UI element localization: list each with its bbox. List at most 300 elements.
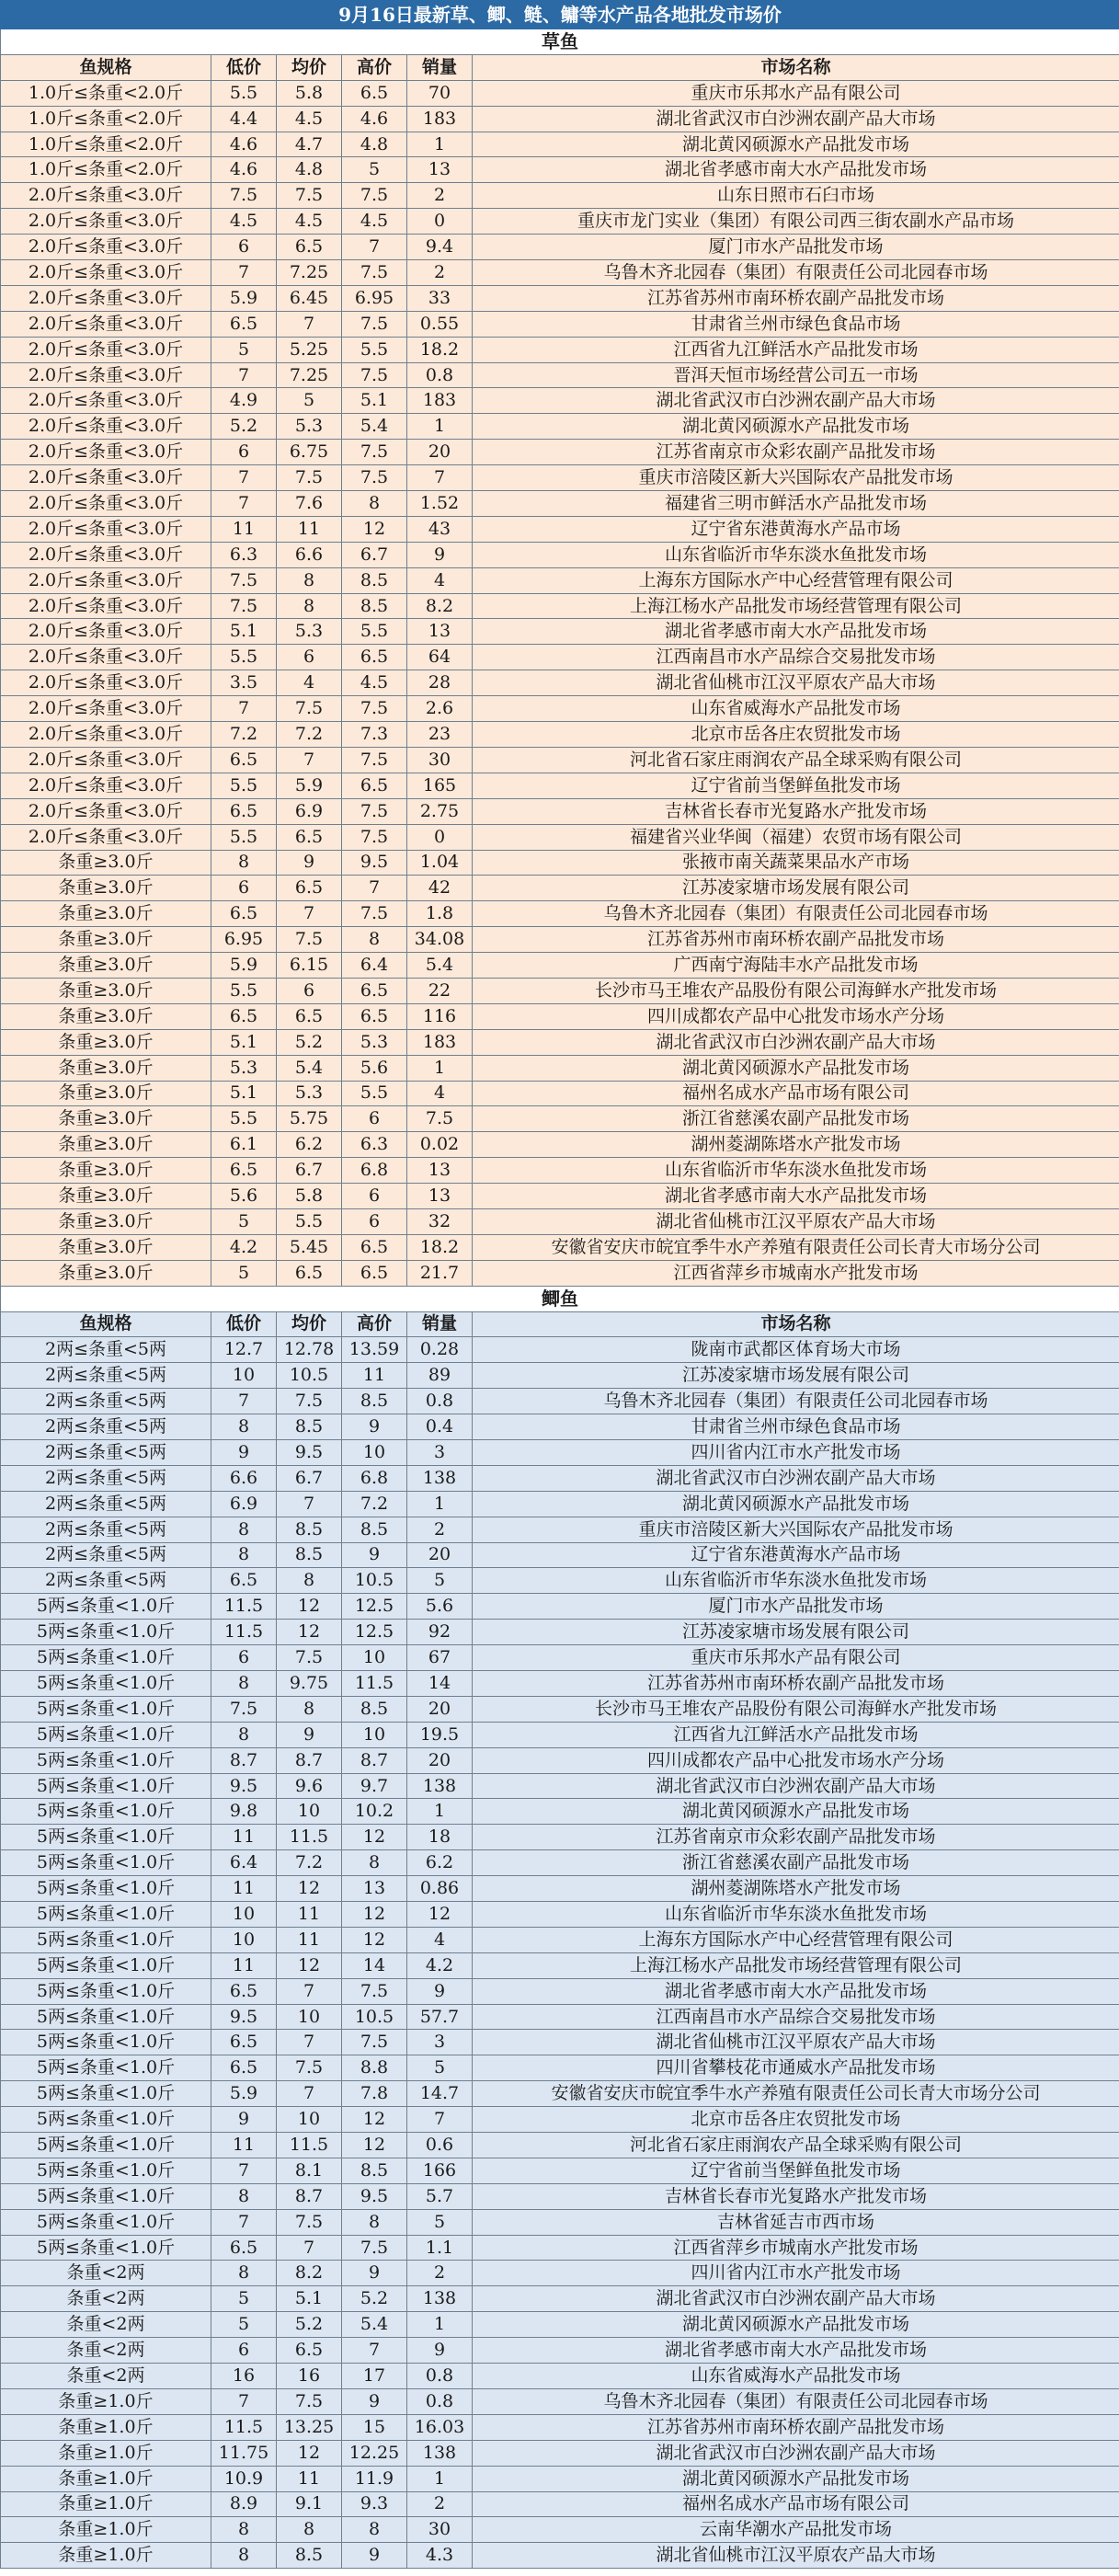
volume-cell: 1 — [407, 2312, 473, 2338]
spec-cell: 2.0斤≤条重<3.0斤 — [1, 285, 211, 311]
spec-cell: 5两≤条重<1.0斤 — [1, 1722, 211, 1747]
low-price-cell: 6 — [211, 235, 277, 260]
market-name-cell: 江苏省南京市众彩农副产品批发市场 — [473, 1825, 1119, 1850]
market-name-cell: 湖北省武汉市白沙洲农副产品大市场 — [473, 2440, 1119, 2466]
volume-cell: 5 — [407, 2055, 473, 2081]
avg-price-cell: 4 — [277, 670, 342, 696]
low-price-cell: 6.95 — [211, 927, 277, 953]
table-row — [1, 2209, 1119, 2235]
table-row — [1, 1876, 1119, 1902]
spec-cell: 2两≤条重<5两 — [1, 1363, 211, 1389]
avg-price-cell: 5.3 — [277, 619, 342, 645]
table-row — [1, 2183, 1119, 2209]
low-price-cell: 6.5 — [211, 311, 277, 337]
market-name-cell: 湖北黄冈硕源水产品批发市场 — [473, 414, 1119, 440]
spec-cell: 条重≥3.0斤 — [1, 927, 211, 953]
market-name-cell: 湖北省武汉市白沙洲农副产品大市场 — [473, 2286, 1119, 2312]
avg-price-cell: 9.1 — [277, 2491, 342, 2517]
low-price-cell: 5.1 — [211, 1029, 277, 1055]
high-price-cell: 5.5 — [342, 1081, 407, 1106]
low-price-cell: 11 — [211, 1825, 277, 1850]
spec-cell: 2.0斤≤条重<3.0斤 — [1, 388, 211, 414]
table-row — [1, 824, 1119, 850]
low-price-cell: 5 — [211, 1260, 277, 1286]
low-price-cell: 5.2 — [211, 414, 277, 440]
market-name-cell: 湖北黄冈硕源水产品批发市场 — [473, 1491, 1119, 1517]
volume-cell: 183 — [407, 1029, 473, 1055]
volume-cell: 5 — [407, 2209, 473, 2235]
spec-cell: 5两≤条重<1.0斤 — [1, 2183, 211, 2209]
table-row — [1, 2286, 1119, 2312]
volume-cell: 0.6 — [407, 2133, 473, 2158]
avg-price-cell: 6 — [277, 978, 342, 1003]
volume-cell: 42 — [407, 876, 473, 901]
avg-price-cell: 6.5 — [277, 235, 342, 260]
volume-cell: 64 — [407, 645, 473, 670]
market-name-cell: 湖北黄冈硕源水产品批发市场 — [473, 132, 1119, 157]
table-row — [1, 2030, 1119, 2055]
market-name-cell: 山东省临沂市华东淡水鱼批发市场 — [473, 1568, 1119, 1594]
header-volume: 销量 — [407, 54, 473, 80]
volume-cell: 30 — [407, 2517, 473, 2543]
volume-cell: 21.7 — [407, 1260, 473, 1286]
header-low: 低价 — [211, 54, 277, 80]
high-price-cell: 8 — [342, 1850, 407, 1876]
volume-cell: 138 — [407, 2286, 473, 2312]
low-price-cell: 6.5 — [211, 901, 277, 927]
avg-price-cell: 7.5 — [277, 2209, 342, 2235]
low-price-cell: 8 — [211, 1722, 277, 1747]
low-price-cell: 7 — [211, 2158, 277, 2183]
avg-price-cell: 6.9 — [277, 798, 342, 824]
volume-cell: 0.8 — [407, 362, 473, 388]
spec-cell: 条重≥3.0斤 — [1, 1029, 211, 1055]
market-name-cell: 辽宁省前当堡鲜鱼批发市场 — [473, 2158, 1119, 2183]
market-name-cell: 湖北省仙桃市江汉平原农产品大市场 — [473, 2543, 1119, 2569]
low-price-cell: 9.5 — [211, 1773, 277, 1799]
low-price-cell: 7 — [211, 696, 277, 722]
spec-cell: 条重≥3.0斤 — [1, 1260, 211, 1286]
table-row — [1, 311, 1119, 337]
high-price-cell: 7.2 — [342, 1491, 407, 1517]
high-price-cell: 8 — [342, 927, 407, 953]
spec-cell: 条重≥3.0斤 — [1, 1106, 211, 1132]
low-price-cell: 5.9 — [211, 285, 277, 311]
avg-price-cell: 16 — [277, 2364, 342, 2389]
spec-cell: 2.0斤≤条重<3.0斤 — [1, 722, 211, 748]
high-price-cell: 13 — [342, 1876, 407, 1902]
table-row — [1, 1158, 1119, 1184]
spec-cell: 2.0斤≤条重<3.0斤 — [1, 260, 211, 286]
market-name-cell: 江苏凌家塘市场发展有限公司 — [473, 1620, 1119, 1645]
high-price-cell: 8.5 — [342, 1696, 407, 1722]
high-price-cell: 8 — [342, 491, 407, 517]
avg-price-cell: 7.5 — [277, 696, 342, 722]
volume-cell: 0.8 — [407, 1389, 473, 1414]
spec-cell: 5两≤条重<1.0斤 — [1, 1594, 211, 1620]
low-price-cell: 6.5 — [211, 1568, 277, 1594]
market-name-cell: 湖北省武汉市白沙洲农副产品大市场 — [473, 1465, 1119, 1491]
table-row — [1, 516, 1119, 542]
low-price-cell: 10 — [211, 1363, 277, 1389]
market-name-cell: 辽宁省前当堡鲜鱼批发市场 — [473, 773, 1119, 798]
avg-price-cell: 6.5 — [277, 1260, 342, 1286]
high-price-cell: 8.8 — [342, 2055, 407, 2081]
high-price-cell: 7.5 — [342, 696, 407, 722]
market-name-cell: 安徽省安庆市皖宜季牛水产养殖有限责任公司长青大市场分公司 — [473, 2081, 1119, 2107]
avg-price-cell: 6.5 — [277, 876, 342, 901]
table-row — [1, 1491, 1119, 1517]
low-price-cell: 5 — [211, 1208, 277, 1234]
spec-cell: 2两≤条重<5两 — [1, 1465, 211, 1491]
high-price-cell: 15 — [342, 2414, 407, 2440]
avg-price-cell: 7 — [277, 1491, 342, 1517]
high-price-cell: 9 — [342, 2261, 407, 2286]
market-name-cell: 北京市岳各庄农贸批发市场 — [473, 722, 1119, 748]
table-row — [1, 1439, 1119, 1465]
table-row — [1, 1106, 1119, 1132]
high-price-cell: 9 — [342, 1414, 407, 1440]
high-price-cell: 13.59 — [342, 1337, 407, 1363]
market-name-cell: 张掖市南关蔬菜果品水产市场 — [473, 850, 1119, 876]
market-name-cell: 广西南宁海陆丰水产品批发市场 — [473, 953, 1119, 979]
high-price-cell: 12.5 — [342, 1594, 407, 1620]
high-price-cell: 6.5 — [342, 978, 407, 1003]
low-price-cell: 11 — [211, 1952, 277, 1978]
high-price-cell: 7.5 — [342, 1978, 407, 2004]
volume-cell: 0.4 — [407, 1414, 473, 1440]
table-row — [1, 978, 1119, 1003]
table-row — [1, 542, 1119, 567]
low-price-cell: 12.7 — [211, 1337, 277, 1363]
market-name-cell: 湖州菱湖陈塔水产批发市场 — [473, 1132, 1119, 1158]
spec-cell: 条重≥3.0斤 — [1, 978, 211, 1003]
low-price-cell: 6 — [211, 440, 277, 465]
table-row — [1, 645, 1119, 670]
low-price-cell: 8 — [211, 2183, 277, 2209]
avg-price-cell: 7 — [277, 2030, 342, 2055]
spec-cell: 5两≤条重<1.0斤 — [1, 2235, 211, 2261]
table-row — [1, 798, 1119, 824]
volume-cell: 1 — [407, 2466, 473, 2491]
header-avg: 均价 — [277, 54, 342, 80]
volume-cell: 13 — [407, 1184, 473, 1209]
avg-price-cell: 6.7 — [277, 1465, 342, 1491]
market-name-cell: 上海江杨水产品批发市场经营管理有限公司 — [473, 1952, 1119, 1978]
volume-cell: 9 — [407, 1978, 473, 2004]
volume-cell: 9 — [407, 2338, 473, 2364]
low-price-cell: 6 — [211, 1645, 277, 1671]
high-price-cell: 7.5 — [342, 362, 407, 388]
avg-price-cell: 4.5 — [277, 209, 342, 235]
volume-cell: 116 — [407, 1003, 473, 1029]
high-price-cell: 12.5 — [342, 1620, 407, 1645]
avg-price-cell: 6 — [277, 645, 342, 670]
low-price-cell: 9.5 — [211, 2004, 277, 2030]
low-price-cell: 11.5 — [211, 2414, 277, 2440]
low-price-cell: 7 — [211, 2209, 277, 2235]
low-price-cell: 4.9 — [211, 388, 277, 414]
spec-cell: 2.0斤≤条重<3.0斤 — [1, 183, 211, 209]
table-row — [1, 260, 1119, 286]
volume-cell: 9 — [407, 542, 473, 567]
market-name-cell: 江苏省苏州市南环桥农副产品批发市场 — [473, 285, 1119, 311]
avg-price-cell: 7.25 — [277, 362, 342, 388]
table-row — [1, 388, 1119, 414]
spec-cell: 条重≥3.0斤 — [1, 1055, 211, 1081]
high-price-cell: 5.4 — [342, 2312, 407, 2338]
header-spec: 鱼规格 — [1, 54, 211, 80]
spec-cell: 条重≥1.0斤 — [1, 2414, 211, 2440]
market-name-cell: 江苏省苏州市南环桥农副产品批发市场 — [473, 927, 1119, 953]
low-price-cell: 6.1 — [211, 1132, 277, 1158]
table-row — [1, 414, 1119, 440]
low-price-cell: 3.5 — [211, 670, 277, 696]
volume-cell: 18.2 — [407, 1234, 473, 1260]
high-price-cell: 12 — [342, 2107, 407, 2133]
volume-cell: 1 — [407, 1055, 473, 1081]
spec-cell: 2.0斤≤条重<3.0斤 — [1, 209, 211, 235]
high-price-cell: 10.5 — [342, 1568, 407, 1594]
low-price-cell: 7.5 — [211, 1696, 277, 1722]
table-row — [1, 1978, 1119, 2004]
spec-cell: 2两≤条重<5两 — [1, 1439, 211, 1465]
avg-price-cell: 9.75 — [277, 1671, 342, 1697]
high-price-cell: 9.5 — [342, 2183, 407, 2209]
avg-price-cell: 9.5 — [277, 1439, 342, 1465]
market-name-cell: 湖北省仙桃市江汉平原农产品大市场 — [473, 2030, 1119, 2055]
table-row — [1, 2004, 1119, 2030]
low-price-cell: 7.2 — [211, 722, 277, 748]
avg-price-cell: 5.2 — [277, 1029, 342, 1055]
table-row — [1, 1850, 1119, 1876]
high-price-cell: 8 — [342, 2517, 407, 2543]
low-price-cell: 6 — [211, 2338, 277, 2364]
market-name-cell: 厦门市水产品批发市场 — [473, 235, 1119, 260]
low-price-cell: 11 — [211, 516, 277, 542]
spec-cell: 5两≤条重<1.0斤 — [1, 2107, 211, 2133]
high-price-cell: 7 — [342, 2338, 407, 2364]
table-row — [1, 183, 1119, 209]
volume-cell: 2 — [407, 260, 473, 286]
market-name-cell: 四川省内江市水产批发市场 — [473, 1439, 1119, 1465]
spec-cell: 条重≥1.0斤 — [1, 2517, 211, 2543]
volume-cell: 13 — [407, 157, 473, 183]
table-row — [1, 593, 1119, 619]
market-name-cell: 上海东方国际水产中心经营管理有限公司 — [473, 1927, 1119, 1952]
table-row — [1, 1363, 1119, 1389]
table-row — [1, 2055, 1119, 2081]
avg-price-cell: 12 — [277, 1952, 342, 1978]
spec-cell: 条重≥3.0斤 — [1, 1003, 211, 1029]
spec-cell: 条重≥1.0斤 — [1, 2440, 211, 2466]
avg-price-cell: 13.25 — [277, 2414, 342, 2440]
table-row — [1, 2312, 1119, 2338]
market-name-cell: 湖北省仙桃市江汉平原农产品大市场 — [473, 1208, 1119, 1234]
low-price-cell: 7 — [211, 362, 277, 388]
low-price-cell: 6.5 — [211, 1158, 277, 1184]
high-price-cell: 6.5 — [342, 1234, 407, 1260]
high-price-cell: 17 — [342, 2364, 407, 2389]
avg-price-cell: 7 — [277, 901, 342, 927]
low-price-cell: 8 — [211, 1671, 277, 1697]
high-price-cell: 7.5 — [342, 747, 407, 773]
table-row — [1, 157, 1119, 183]
table-row — [1, 953, 1119, 979]
spec-cell: 2.0斤≤条重<3.0斤 — [1, 824, 211, 850]
table-row — [1, 696, 1119, 722]
table-row — [1, 2261, 1119, 2286]
volume-cell: 1 — [407, 1491, 473, 1517]
spec-cell: 5两≤条重<1.0斤 — [1, 1671, 211, 1697]
avg-price-cell: 10 — [277, 2004, 342, 2030]
high-price-cell: 7.5 — [342, 824, 407, 850]
volume-cell: 1 — [407, 132, 473, 157]
spec-cell: 条重≥3.0斤 — [1, 1132, 211, 1158]
volume-cell: 183 — [407, 106, 473, 132]
volume-cell: 4 — [407, 567, 473, 593]
table-row — [1, 1645, 1119, 1671]
avg-price-cell: 7 — [277, 2081, 342, 2107]
market-name-cell: 云南华潮水产品批发市场 — [473, 2517, 1119, 2543]
table-row — [1, 1208, 1119, 1234]
high-price-cell: 8.5 — [342, 2158, 407, 2183]
spec-cell: 5两≤条重<1.0斤 — [1, 2004, 211, 2030]
spec-cell: 5两≤条重<1.0斤 — [1, 2055, 211, 2081]
avg-price-cell: 7.6 — [277, 491, 342, 517]
volume-cell: 2.75 — [407, 798, 473, 824]
market-name-cell: 江西省萍乡市城南水产批发市场 — [473, 1260, 1119, 1286]
spec-cell: 5两≤条重<1.0斤 — [1, 1773, 211, 1799]
high-price-cell: 9.3 — [342, 2491, 407, 2517]
header-market: 市场名称 — [473, 1311, 1119, 1337]
table-row — [1, 1902, 1119, 1928]
low-price-cell: 11.5 — [211, 1594, 277, 1620]
volume-cell: 5 — [407, 1568, 473, 1594]
volume-cell: 7.5 — [407, 1106, 473, 1132]
volume-cell: 92 — [407, 1620, 473, 1645]
table-row — [1, 927, 1119, 953]
table-row — [1, 1927, 1119, 1952]
spec-cell: 2.0斤≤条重<3.0斤 — [1, 516, 211, 542]
low-price-cell: 8.9 — [211, 2491, 277, 2517]
low-price-cell: 7 — [211, 2388, 277, 2414]
avg-price-cell: 7 — [277, 311, 342, 337]
spec-cell: 2.0斤≤条重<3.0斤 — [1, 542, 211, 567]
high-price-cell: 6.8 — [342, 1465, 407, 1491]
market-name-cell: 重庆市乐邦水产品有限公司 — [473, 1645, 1119, 1671]
market-name-cell: 湖北黄冈硕源水产品批发市场 — [473, 2312, 1119, 2338]
table-row — [1, 2158, 1119, 2183]
spec-cell: 5两≤条重<1.0斤 — [1, 1696, 211, 1722]
low-price-cell: 6.5 — [211, 1978, 277, 2004]
high-price-cell: 5.3 — [342, 1029, 407, 1055]
table-row — [1, 567, 1119, 593]
spec-cell: 2两≤条重<5两 — [1, 1491, 211, 1517]
avg-price-cell: 5.2 — [277, 2312, 342, 2338]
spec-cell: 2.0斤≤条重<3.0斤 — [1, 362, 211, 388]
avg-price-cell: 8.2 — [277, 2261, 342, 2286]
spec-cell: 条重≥3.0斤 — [1, 1234, 211, 1260]
spec-cell: 2两≤条重<5两 — [1, 1517, 211, 1542]
low-price-cell: 6.5 — [211, 2055, 277, 2081]
avg-price-cell: 8.7 — [277, 2183, 342, 2209]
avg-price-cell: 7.2 — [277, 1850, 342, 1876]
high-price-cell: 7.5 — [342, 2235, 407, 2261]
avg-price-cell: 8.5 — [277, 2543, 342, 2569]
volume-cell: 1.8 — [407, 901, 473, 927]
market-name-cell: 江苏凌家塘市场发展有限公司 — [473, 876, 1119, 901]
low-price-cell: 5 — [211, 337, 277, 362]
avg-price-cell: 8 — [277, 567, 342, 593]
market-name-cell: 吉林省延吉市西市场 — [473, 2209, 1119, 2235]
spec-cell: 5两≤条重<1.0斤 — [1, 2081, 211, 2107]
spec-cell: 2.0斤≤条重<3.0斤 — [1, 773, 211, 798]
market-name-cell: 江西南昌市水产品综合交易批发市场 — [473, 2004, 1119, 2030]
column-header-row — [1, 54, 1119, 80]
spec-cell: 2.0斤≤条重<3.0斤 — [1, 619, 211, 645]
low-price-cell: 6.5 — [211, 2030, 277, 2055]
avg-price-cell: 11 — [277, 1902, 342, 1928]
avg-price-cell: 4.7 — [277, 132, 342, 157]
section-ji — [1, 1286, 1119, 2569]
spec-cell: 5两≤条重<1.0斤 — [1, 1927, 211, 1952]
volume-cell: 16.03 — [407, 2414, 473, 2440]
market-name-cell: 福建省兴业华闽（福建）农贸市场有限公司 — [473, 824, 1119, 850]
market-name-cell: 湖北省武汉市白沙洲农副产品大市场 — [473, 1029, 1119, 1055]
volume-cell: 70 — [407, 80, 473, 106]
spec-cell: 5两≤条重<1.0斤 — [1, 2030, 211, 2055]
low-price-cell: 5.9 — [211, 953, 277, 979]
high-price-cell: 4.5 — [342, 670, 407, 696]
high-price-cell: 4.6 — [342, 106, 407, 132]
low-price-cell: 5.5 — [211, 1106, 277, 1132]
market-name-cell: 山东日照市石臼市场 — [473, 183, 1119, 209]
table-row — [1, 747, 1119, 773]
spec-cell: 条重<2两 — [1, 2338, 211, 2364]
avg-price-cell: 6.15 — [277, 953, 342, 979]
volume-cell: 1.04 — [407, 850, 473, 876]
table-row — [1, 1465, 1119, 1491]
volume-cell: 20 — [407, 1696, 473, 1722]
spec-cell: 2.0斤≤条重<3.0斤 — [1, 798, 211, 824]
table-row — [1, 2466, 1119, 2491]
high-price-cell: 9.5 — [342, 850, 407, 876]
low-price-cell: 7 — [211, 491, 277, 517]
spec-cell: 2两≤条重<5两 — [1, 1337, 211, 1363]
volume-cell: 1 — [407, 414, 473, 440]
avg-price-cell: 6.5 — [277, 1003, 342, 1029]
market-name-cell: 湖北省孝感市南大水产品批发市场 — [473, 1184, 1119, 1209]
spec-cell: 条重≥3.0斤 — [1, 1184, 211, 1209]
high-price-cell: 6.5 — [342, 1260, 407, 1286]
market-name-cell: 江西省萍乡市城南水产批发市场 — [473, 2235, 1119, 2261]
avg-price-cell: 7.5 — [277, 183, 342, 209]
spec-cell: 1.0斤≤条重<2.0斤 — [1, 106, 211, 132]
avg-price-cell: 7 — [277, 1978, 342, 2004]
high-price-cell: 7.5 — [342, 440, 407, 465]
table-row — [1, 670, 1119, 696]
volume-cell: 7 — [407, 465, 473, 491]
table-row — [1, 2107, 1119, 2133]
avg-price-cell: 12 — [277, 2440, 342, 2466]
market-name-cell: 福州名成水产品市场有限公司 — [473, 2491, 1119, 2517]
high-price-cell: 6.5 — [342, 773, 407, 798]
table-row — [1, 2235, 1119, 2261]
high-price-cell: 8.5 — [342, 567, 407, 593]
table-row — [1, 1029, 1119, 1055]
high-price-cell: 7 — [342, 235, 407, 260]
